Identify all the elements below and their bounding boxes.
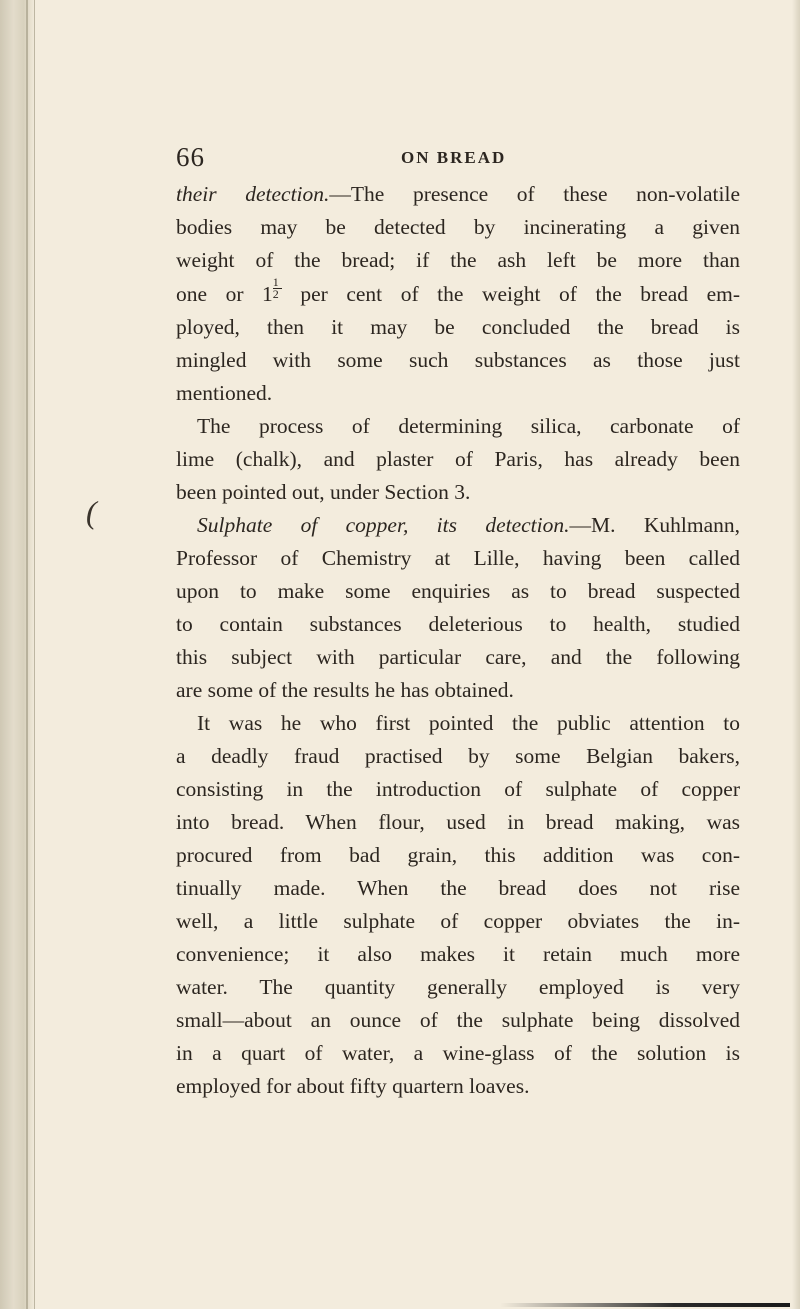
page-bottom-shadow [500, 1303, 790, 1307]
text-line: upon to make some enquiries as to bread suspected [176, 579, 740, 603]
text-line: Professor of Chemistry at Lille, having been called [176, 546, 740, 570]
text-line: ployed, then it may be concluded the bread is [176, 315, 740, 339]
text-line [176, 509, 740, 542]
text-line: in a quart of water, a wine-glass of the solution is [176, 1041, 740, 1065]
text-fragment: one or 1 [176, 282, 273, 306]
text-line [176, 178, 740, 211]
text-fragment: —The presence of these non-volatile [329, 182, 740, 206]
fraction-denominator: 2 [272, 287, 279, 301]
text-line: water. The quantity generally employed is very [176, 975, 740, 999]
text-line: into bread. When flour, used in bread making, was [176, 810, 740, 834]
text-line: are some of the results he has obtained. [176, 678, 514, 702]
text-line: well, a little sulphate of copper obviates the in- [176, 909, 740, 933]
text-line: mentioned. [176, 381, 273, 405]
text-line: It was he who first pointed the public attention to [197, 711, 740, 735]
fraction-numerator: 1 [273, 277, 282, 289]
text-line: tinually made. When the bread does not rise [176, 876, 740, 900]
text-line: a deadly fraud practised by some Belgian bakers, [176, 744, 740, 768]
text-line: convenience; it also makes it retain much more [176, 942, 740, 966]
fraction-one-half [273, 277, 282, 300]
text-line: this subject with particular care, and the following [176, 645, 740, 669]
text-line: The process of determining silica, carbonate of [197, 414, 740, 438]
text-line: mingled with some such substances as those just [176, 348, 740, 372]
book-binding-edge [0, 0, 35, 1309]
page-right-edge [792, 0, 800, 1309]
section-heading-detection: their detection. [176, 182, 330, 206]
text-line: bodies may be detected by incinerating a given [176, 215, 740, 239]
text-line: consisting in the introduction of sulphate of copper [176, 777, 740, 801]
text-line: weight of the bread; if the ash left be more than [176, 248, 740, 272]
page-body [176, 178, 740, 1103]
section-heading-sulphate-of-copper: Sulphate of copper, its detection. [197, 513, 570, 537]
text-line: been pointed out, under Section 3. [176, 480, 471, 504]
text-fragment: per cent of the weight of the bread em- [300, 282, 740, 306]
text-line: small—about an ounce of the sulphate being dissolved [176, 1008, 740, 1032]
text-line [176, 277, 740, 311]
running-head: ON BREAD [401, 148, 507, 167]
text-line: to contain substances deleterious to health, studied [176, 612, 740, 636]
margin-mark: ( [86, 494, 97, 530]
page-number: 66 [176, 142, 205, 172]
text-line: lime (chalk), and plaster of Paris, has already been [176, 447, 740, 471]
text-fragment: —M. Kuhlmann, [569, 513, 740, 537]
page-header [176, 142, 616, 182]
text-line: employed for about fifty quartern loaves. [176, 1074, 530, 1098]
text-line: procured from bad grain, this addition was con- [176, 843, 740, 867]
